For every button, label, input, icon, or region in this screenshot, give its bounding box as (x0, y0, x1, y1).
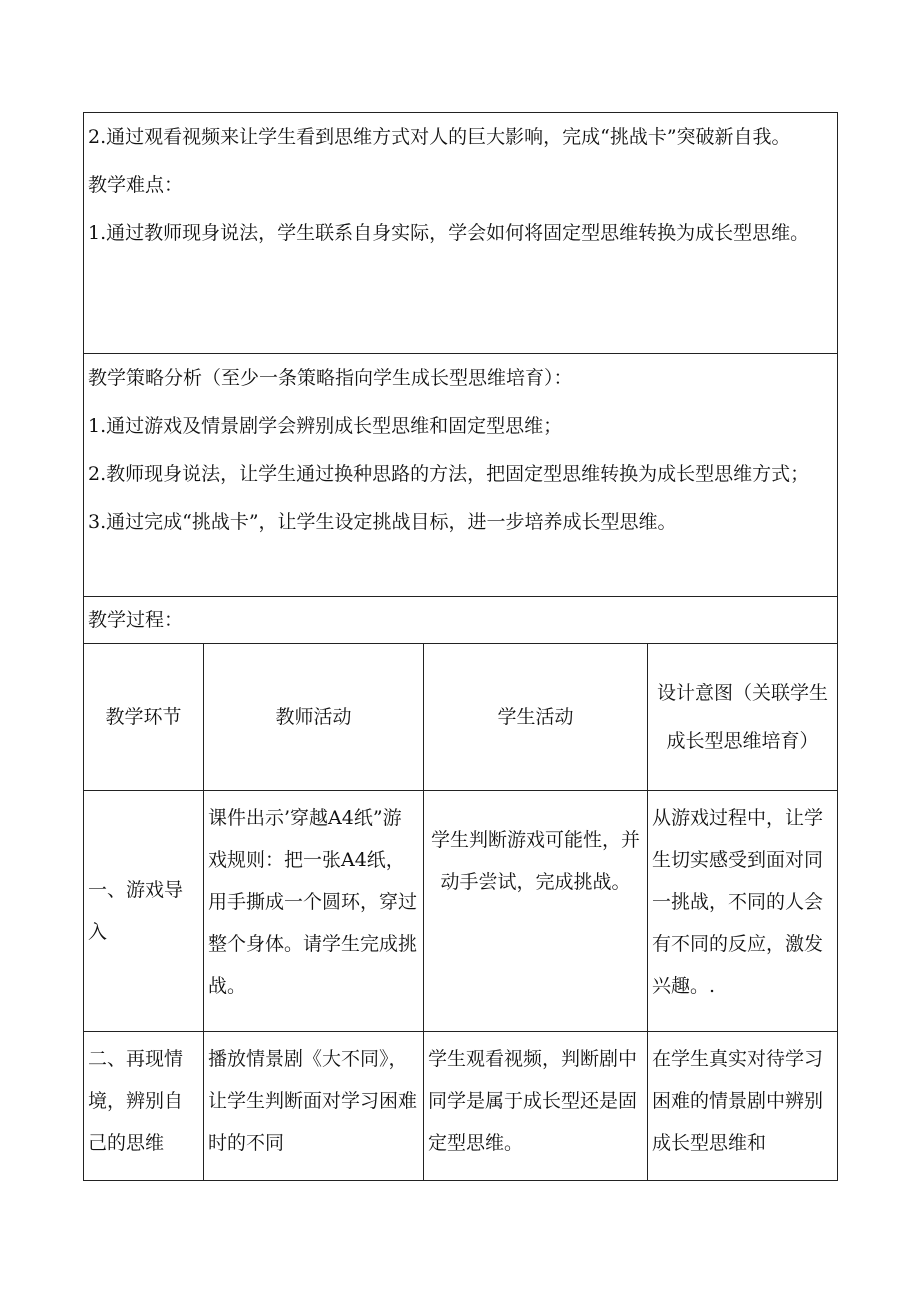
process-header-row (84, 644, 838, 791)
difficulty-line: 1.通过教师现身说法，学生联系自身实际，学会如何将固定型思维转换为成长型思维。 (88, 222, 810, 244)
design-intent-cell: 从游戏过程中，让学生切实感受到面对同一挑战，不同的人会有不同的反应，激发兴趣。. (648, 791, 838, 1032)
column-header-intent: 设计意图（关联学生成长型思维培育） (648, 644, 838, 791)
design-intent-cell: 在学生真实对待学习困难的情景剧中辨别成长型思维和 (648, 1032, 838, 1181)
process-heading-row (84, 597, 838, 644)
column-header-student: 学生活动 (424, 644, 648, 791)
strategy-item: 1.通过游戏及情景剧学会辨别成长型思维和固定型思维； (88, 415, 563, 437)
strategy-cell (84, 354, 838, 597)
strategy-heading: 教学策略分析（至少一条策略指向学生成长型思维培育）： (88, 367, 573, 389)
stage-cell: 二、再现情境，辨别自己的思维 (84, 1032, 204, 1181)
teacher-activity-cell: 播放情景剧《大不同》，让学生判断面对学习困难时的不同 (204, 1032, 424, 1181)
key-point-line: 2.通过观看视频来让学生看到思维方式对人的巨大影响，完成“挑战卡”突破新自我。 (88, 126, 791, 148)
strategy-item: 3.通过完成“挑战卡”，让学生设定挑战目标，进一步培养成长型思维。 (88, 511, 677, 533)
teacher-activity-cell: 课件出示’穿越A4纸”游戏规则：把一张A4纸，用手撕成一个圆环，穿过整个身体。请学生完成挑战。 (204, 791, 424, 1032)
strategy-row (84, 354, 838, 597)
stage-cell: 一、游戏导入 (84, 791, 204, 1032)
process-heading: 教学过程： (88, 609, 184, 631)
student-activity-cell: 学生观看视频，判断剧中同学是属于成长型还是固定型思维。 (424, 1032, 648, 1181)
difficulty-heading: 教学难点： (88, 174, 184, 196)
key-points-row (84, 113, 838, 354)
key-points-cell (84, 113, 838, 354)
lesson-plan-page (83, 112, 837, 1181)
process-heading-cell (84, 597, 838, 644)
strategy-item: 2.教师现身说法，让学生通过换种思路的方法，把固定型思维转换为成长型思维方式； (88, 463, 810, 485)
column-header-teacher: 教师活动 (204, 644, 424, 791)
lesson-plan-table (83, 112, 838, 1181)
table-row (84, 791, 838, 1032)
column-header-stage: 教学环节 (84, 644, 204, 791)
student-activity-cell: 学生判断游戏可能性，并动手尝试，完成挑战。 (424, 791, 648, 1032)
table-row (84, 1032, 838, 1181)
